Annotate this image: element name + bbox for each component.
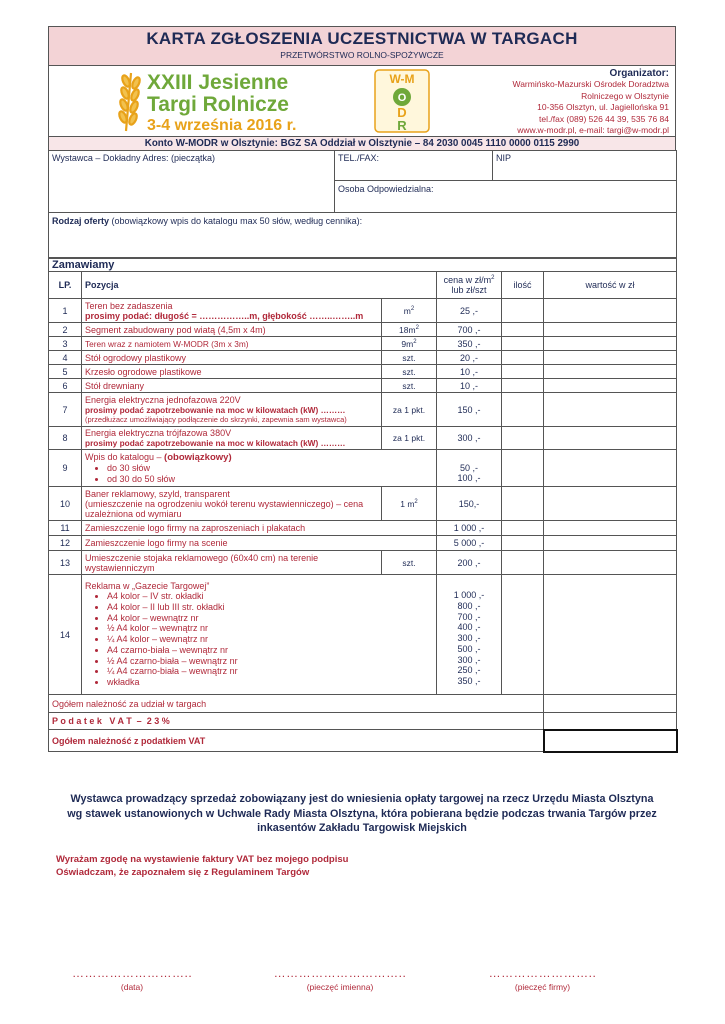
fair-logo [101,69,391,133]
row-desc [82,487,382,521]
modr-letter-d: D [397,105,407,120]
signature-line: ………………………….. [273,966,407,980]
row-qty-input[interactable] [502,393,544,427]
row-unit [382,337,437,351]
list-item: • A4 czarno-biała – wewnątrz nr [107,645,433,656]
row-unit [382,487,437,521]
info-line: wg stawek ustanowionych w Uchwale Rady Miasta Olsztyna, która pobierana będzie podczas trwania Targów przez [67,807,657,820]
row-unit [382,323,437,337]
signature-company-stamp[interactable] [480,966,605,992]
organizer-line: tel./fax (089) 526 44 39, 535 76 84 [539,113,669,124]
row-unit-text: m [403,305,411,316]
row-lp: 10 [49,487,82,521]
row-lp: 9 [49,450,82,487]
total-value-input[interactable] [544,695,677,713]
row-unit-sup: 2 [414,498,418,505]
row-desc [82,393,382,427]
row-unit-sup: 2 [413,338,417,345]
row-value-input[interactable] [544,450,677,487]
signature-label: (pieczęć firmy) [514,982,571,992]
row-unit: za 1 pkt. [382,427,437,450]
row-value-input[interactable] [544,299,677,323]
row-text-bold: prosimy podać: długość = ……………..m, głębokość ……..……..m [85,310,364,321]
row-value-input[interactable] [544,536,677,551]
list-item: • wkładka [107,677,433,688]
header-section [48,65,676,136]
row-qty-input[interactable] [502,521,544,536]
col-pos: Pozycja [82,272,437,299]
row-qty-input[interactable] [502,551,544,575]
row-qty-input[interactable] [502,427,544,450]
tel-fax-label: TEL./FAX: [338,153,380,163]
organizer-line: 10-356 Olsztyn, ul. Jagiellońska 91 [537,102,669,113]
row-qty-input[interactable] [502,365,544,379]
table-row [49,337,677,351]
row-text: Energia elektryczna jednofazowa 220V [85,395,241,405]
organizer-heading: Organizator: [609,68,669,79]
table-row [49,575,677,695]
row-unit-text: 9m [401,338,414,349]
wheat-icon [118,73,142,131]
modr-letter-r: R [397,118,407,133]
row-lp: 14 [49,575,82,695]
row-value-input[interactable] [544,575,677,695]
contact-person-field[interactable] [335,181,677,213]
row-desc [82,575,437,695]
signature-label: (pieczęć imienna) [306,982,374,992]
row-price-item: 1 000 ,- [453,589,485,600]
table-row [49,521,677,536]
offer-field[interactable] [49,213,677,258]
col-price-sup: 2 [491,275,495,281]
row-unit-sup: 2 [415,324,419,331]
row-text: Stół ogrodowy plastikowy [82,351,382,365]
organizer-line: Warmińsko-Mazurski Ośrodek Doradztwa [512,79,669,90]
row-price: 300 ,- [437,427,502,450]
row-price-item: 250 ,- [457,665,481,676]
row-price [437,575,502,695]
row-value-input[interactable] [544,323,677,337]
consent-statements [56,854,348,880]
row-price-item: 300 ,- [457,654,481,665]
row-qty-input[interactable] [502,323,544,337]
total-vat-row [49,730,677,752]
table-row [49,536,677,551]
table-row [49,323,677,337]
row-price: 10 ,- [437,379,502,393]
consent-line: Oświadczam, że zapoznałem się z Regulaminem Targów [56,866,310,878]
total-vat-label: Ogółem należność z podatkiem VAT [49,730,544,752]
row-unit-text: 18m [399,324,416,335]
row-unit: szt. [382,351,437,365]
row-lp: 4 [49,351,82,365]
row-value-input[interactable] [544,379,677,393]
row-text: Krzesło ogrodowe plastikowe [82,365,382,379]
offer-note: (obowiązkowy wpis do katalogu max 50 słów, według cennika): [109,216,363,226]
table-row [49,379,677,393]
consent-line: Wyrażam zgodę na wystawienie faktury VAT bez mojego podpisu [56,854,349,865]
list-item: • od 30 do 50 słów [107,474,433,485]
row-unit-sup: 2 [410,305,415,312]
list-item: • ½ A4 kolor – wewnątrz nr [107,623,433,634]
row-unit: szt. [382,551,437,575]
signature-label: (data) [120,982,144,992]
nip-label: NIP [496,153,512,163]
row-price-item: 500 ,- [457,643,481,654]
row-qty-input[interactable] [502,337,544,351]
total-vat-value-input[interactable] [544,730,677,752]
offer-label: Rodzaj oferty [52,216,110,226]
list-item: • do 30 słów [107,463,433,474]
row-unit [382,299,437,323]
table-row [49,450,677,487]
row-qty-input[interactable] [502,379,544,393]
row-unit-text: 1 m [400,498,415,509]
vat-row [49,713,677,730]
row-text-bold: (obowiązkowy) [164,451,232,463]
vat-label: P o d a t e k V A T – 2 3 % [49,713,544,730]
row-text: Energia elektryczna trójfazowa 380V [85,428,232,438]
row-unit: szt. [382,365,437,379]
signature-line: …………………….. [488,966,597,980]
row-price-item: 400 ,- [457,622,481,633]
row-text-detail: (umieszczenie na ogrodzeniu wokół terenu wystawienniczego) – cena uzależniona od wymiaru [85,498,364,519]
row-desc [82,427,382,450]
row-price: 150 ,- [437,393,502,427]
row-text: Stół drewniany [82,379,382,393]
table-row [49,365,677,379]
fee-information [48,792,676,836]
row-text: Segment zabudowany pod wiatą (4,5m x 4m) [82,323,382,337]
row-text: Wpis do katalogu – [85,451,165,462]
organizer-contact-links[interactable]: www.w-modr.pl, e-mail: targi@w-modr.pl [517,125,669,136]
row-price: 150,- [437,487,502,521]
row-text: Teren bez zadaszenia [85,300,173,311]
exhibitor-table [48,150,677,258]
row-value-input[interactable] [544,337,677,351]
table-row [49,393,677,427]
row-text: Baner reklamowy, szyld, transparent [85,488,230,499]
contact-person-label: Osoba Odpowiedzialna: [338,184,434,194]
row-value-input[interactable] [544,365,677,379]
order-table [48,258,678,753]
row-lp: 6 [49,379,82,393]
row-lp: 13 [49,551,82,575]
table-row [49,427,677,450]
vat-value-input[interactable] [544,713,677,730]
row-price: 5 000 ,- [437,536,502,551]
row-lp: 3 [49,337,82,351]
modr-letter-o: O [397,92,407,104]
row-text: Zamieszczenie logo firmy na scenie [82,536,437,551]
row-qty-input[interactable] [502,487,544,521]
col-value: wartość w zł [544,272,677,299]
organizer-line: Rolniczego w Olsztynie [581,90,669,101]
row-desc [82,450,437,487]
row-price-item: 300 ,- [457,633,481,644]
list-item: • ¼ A4 kolor – wewnątrz nr [107,634,433,645]
logo-line3: 3-4 września 2016 r. [147,117,297,133]
row-lp: 11 [49,521,82,536]
exhibitor-address-field[interactable] [49,151,335,213]
row-note: (przedłużacz umożliwiający podłączenie do skrzynki, zapewnia sam wystawca) [85,415,347,424]
row-unit: szt. [382,379,437,393]
tel-fax-field[interactable] [335,151,493,181]
form-title-bar [48,26,676,65]
col-price [437,272,502,299]
logo-line1: XXIII Jesienne [147,71,289,94]
col-price-label: cena w zł/m [443,275,492,285]
row-text: Umieszczenie stojaka reklamowego (60x40 cm) na terenie wystawienniczym [82,551,382,575]
row-text-bold: prosimy podać zapotrzebowanie na moc w kilowatach (kW) ……… [85,405,346,415]
row-price: 200 ,- [437,551,502,575]
organizer-info [513,68,670,136]
row-price [437,450,502,487]
row-value-input[interactable] [544,521,677,536]
col-qty: ilość [502,272,544,299]
row-value-input[interactable] [544,427,677,450]
row-text: Reklama w „Gazecie Targowej” [85,580,210,591]
list-item: • A4 kolor – wewnątrz nr [107,613,433,624]
signature-personal-stamp[interactable] [265,966,415,992]
row-text: Teren wraz z namiotem W-MODR (3m x 3m) [82,337,382,351]
row-price-item: 700 ,- [457,611,481,622]
modr-logo [374,69,430,133]
modr-letter-wm: W-M [389,72,415,86]
row-price-item: 100 ,- [457,473,481,483]
order-heading: Zamawiamy [49,259,677,272]
row-lp: 7 [49,393,82,427]
row-lp: 8 [49,427,82,450]
row-value-input[interactable] [544,551,677,575]
bank-account: Konto W-MODR w Olsztynie: BGZ SA Oddział w Olsztynie – 84 2030 0045 1110 0000 0115 2990 [48,136,676,150]
row-price-item: 50 ,- [459,463,478,473]
row-price: 10 ,- [437,365,502,379]
nip-field[interactable] [493,151,677,181]
info-line: inkasentów Zakładu Targowisk Miejskich [257,822,467,834]
row-qty-input[interactable] [502,575,544,695]
col-lp: LP. [49,272,82,299]
table-row [49,299,677,323]
row-price: 20 ,- [437,351,502,365]
row-desc [82,299,382,323]
row-lp: 1 [49,299,82,323]
signature-date[interactable] [72,966,192,992]
row-price: 25 ,- [437,299,502,323]
row-text-bold: prosimy podać zapotrzebowanie na moc w kilowatach (kW) ……… [85,438,346,448]
col-price-label2: lub zł/szt [451,285,487,295]
row-value-input[interactable] [544,393,677,427]
row-lp: 5 [49,365,82,379]
row-price: 1 000 ,- [437,521,502,536]
row-unit: za 1 pkt. [382,393,437,427]
logo-line2: Targi Rolnicze [147,93,289,116]
signature-line: ……………………….. [72,966,193,980]
row-price: 350 ,- [437,337,502,351]
table-row [49,551,677,575]
row-text: Zamieszczenie logo firmy na zaproszeniach i plakatach [82,521,437,536]
list-item: • A4 kolor – II lub III str. okładki [107,602,433,613]
row-price: 700 ,- [437,323,502,337]
table-row [49,351,677,365]
row-qty-input[interactable] [502,450,544,487]
list-item: • ¼ A4 czarno-biała – wewnątrz nr [107,666,433,677]
row-lp: 2 [49,323,82,337]
row-qty-input[interactable] [502,536,544,551]
row-lp: 12 [49,536,82,551]
row-value-input[interactable] [544,351,677,365]
row-price-item: 350 ,- [457,676,481,687]
form-title: KARTA ZGŁOSZENIA UCZESTNICTWA W TARGACH [146,29,578,48]
total-label: Ogółem należność za udział w targach [49,695,544,713]
row-qty-input[interactable] [502,351,544,365]
total-row [49,695,677,713]
exhibitor-address-label: Wystawca – Dokładny Adres: (pieczątka) [52,153,215,163]
row-value-input[interactable] [544,487,677,521]
registration-form [48,26,676,753]
list-item: • ½ A4 czarno-biała – wewnątrz nr [107,656,433,667]
form-subtitle: PRZETWÓRSTWO ROLNO-SPOŻYWCZE [280,50,444,60]
info-line: Wystawca prowadzący sprzedaż zobowiązany jest do wniesienia opłaty targowej na rzecz Urzędu Miasta Olsztyna [70,793,654,805]
row-price-item: 800 ,- [457,600,481,611]
table-row [49,487,677,521]
list-item: • A4 kolor – IV str. okładki [107,591,433,602]
row-qty-input[interactable] [502,299,544,323]
